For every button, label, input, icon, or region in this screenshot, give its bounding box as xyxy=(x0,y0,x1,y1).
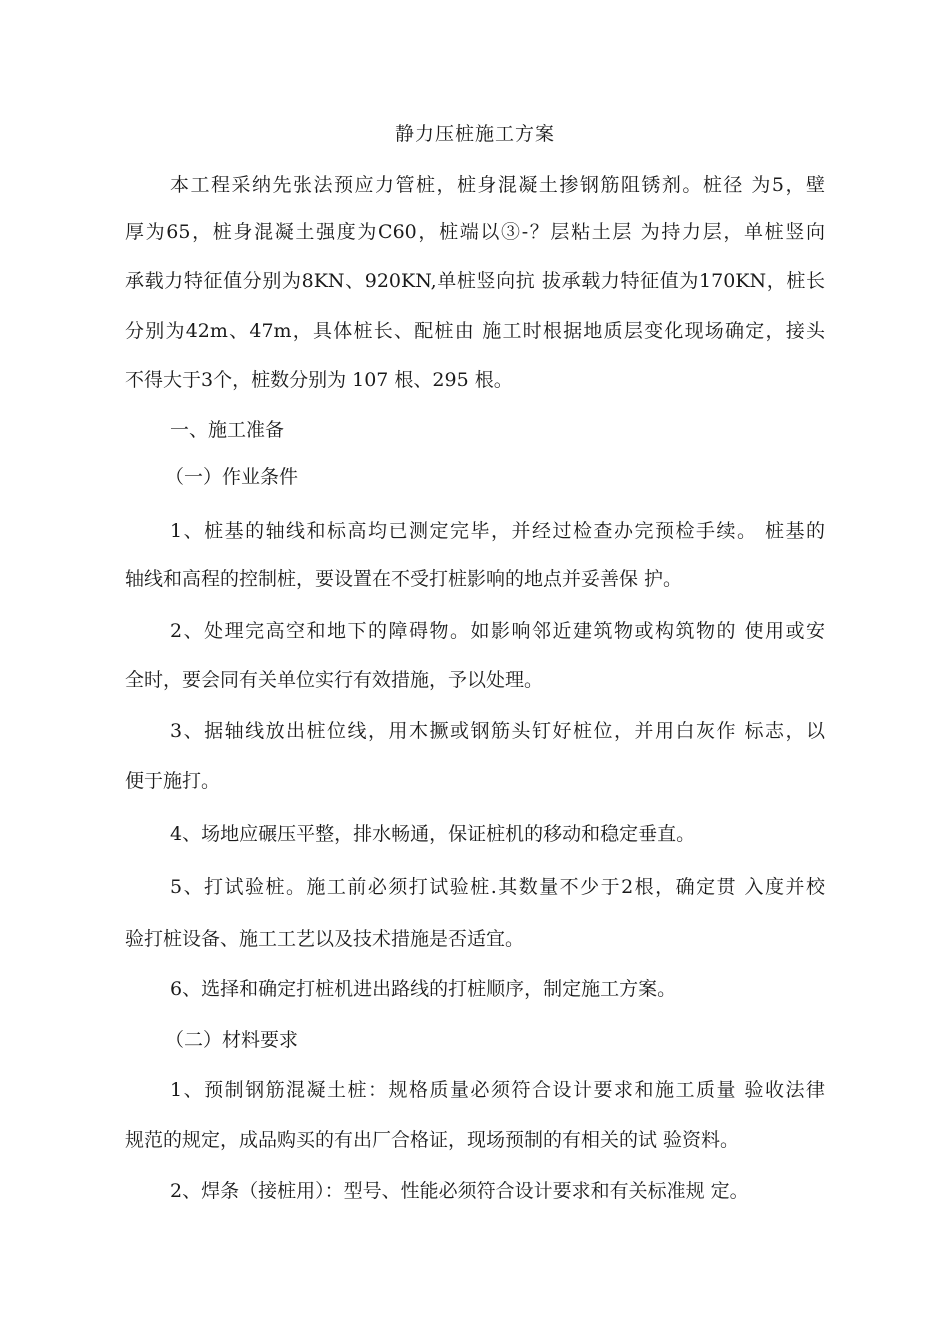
paragraph-line: 承载力特征值分别为8KN、920KN,单桩竖向抗 拔承载力特征值为170KN，桩长 xyxy=(125,270,825,292)
paragraph-line: 不得大于3个，桩数分别为 107 根、295 根。 xyxy=(125,369,513,391)
paragraph-line: 本工程采纳先张法预应力管桩，桩身混凝土掺钢筋阻锈剂。桩径 为5，壁 xyxy=(170,174,825,196)
paragraph-line: 2、焊条（接桩用）：型号、性能必须符合设计要求和有关标准规 定。 xyxy=(170,1180,749,1202)
paragraph-line: 1、预制钢筋混凝土桩：规格质量必须符合设计要求和施工质量 验收法律 xyxy=(170,1079,825,1101)
paragraph-line: 厚为65，桩身混凝土强度为C60，桩端以③-？层粘土层 为持力层，单桩竖向 xyxy=(125,221,825,243)
paragraph-line: 1、桩基的轴线和标高均已测定完毕，并经过检查办完预检手续。 桩基的 xyxy=(170,520,825,542)
subsection-heading: （二）材料要求 xyxy=(165,1029,299,1051)
paragraph-line: 验打桩设备、施工工艺以及技术措施是否适宜。 xyxy=(125,928,525,950)
paragraph-line: 轴线和高程的控制桩，要设置在不受打桩影响的地点并妥善保 护。 xyxy=(125,568,683,590)
paragraph-line: 3、据轴线放出桩位线，用木撅或钢筋头钉好桩位，并用白灰作 标志，以 xyxy=(170,720,825,742)
paragraph-line: 分别为42m、47m，具体桩长、配桩由 施工时根据地质层变化现场确定，接头 xyxy=(125,320,825,342)
paragraph-line: 5、打试验桩。施工前必须打试验桩.其数量不少于2根，确定贯 入度并校 xyxy=(170,876,825,898)
paragraph-line: 便于施打。 xyxy=(125,770,221,792)
paragraph-line: 4、场地应碾压平整，排水畅通，保证桩机的移动和稳定垂直。 xyxy=(170,823,696,845)
section-heading: 一、施工准备 xyxy=(170,419,285,441)
paragraph-line: 全时，要会同有关单位实行有效措施，予以处理。 xyxy=(125,669,544,691)
document-title: 静力压桩施工方案 xyxy=(394,123,555,145)
paragraph-line: 规范的规定，成品购买的有出厂合格证，现场预制的有相关的试 验资料。 xyxy=(125,1129,740,1151)
paragraph-line: 6、选择和确定打桩机进出路线的打桩顺序，制定施工方案。 xyxy=(170,978,677,1000)
paragraph-line: 2、处理完高空和地下的障碍物。如影响邻近建筑物或构筑物的 使用或安 xyxy=(170,620,825,642)
subsection-heading: （一）作业条件 xyxy=(165,466,299,488)
